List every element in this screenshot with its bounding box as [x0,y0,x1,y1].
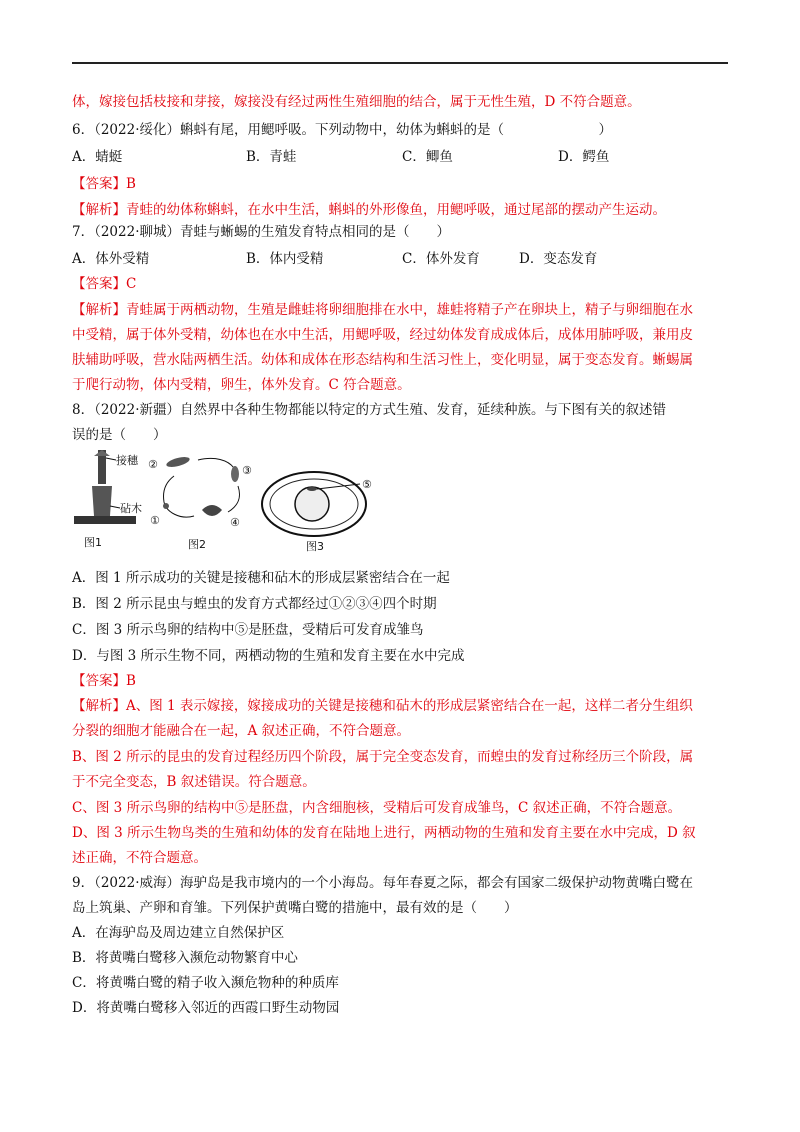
q6-explanation: 【解析】青蛙的幼体称蝌蚪，在水中生活，蝌蚪的外形像鱼，用鳃呼吸，通过尾部的摆动产生运动。 [72,202,666,218]
q7-explanation-3: 肤辅助呼吸，营水陆两栖生活。幼体和成体在形态结构和生活习性上，变化明显，属于变态发育。蜥蜴属 [72,352,693,368]
q9-option-a: A．在海驴岛及周边建立自然保护区 [72,925,285,941]
question-8-line-2: 误的是（ ） [72,427,167,443]
bird-egg-figure [262,472,372,553]
grafting-figure [74,450,142,549]
stage-4-label: ④ [230,516,240,529]
q6-option-b: B．青蛙 [246,149,297,165]
q6-option-a: A．蜻蜓 [72,149,123,165]
figure-1-caption: 图1 [84,536,102,549]
question-8-figure [70,446,390,562]
q8-explanation-6: D、图 3 所示生物鸟类的生殖和幼体的发育在陆地上进行，两栖动物的生殖和发育主要在水中完成，D 叙 [72,825,696,841]
q8-option-d: D．与图 3 所示生物不同，两栖动物的生殖和发育主要在水中完成 [72,648,465,664]
q8-option-c: C．图 3 所示鸟卵的结构中⑤是胚盘，受精后可发育成雏鸟 [72,622,424,638]
question-9-line-2: 岛上筑巢、产卵和育雏。下列保护黄嘴白鹭的措施中，最有效的是（ ） [72,900,518,916]
q8-answer: 【答案】B [72,673,136,689]
q8-explanation-3: B、图 2 所示的昆虫的发育过程经历四个阶段，属于完全变态发育，而蝗虫的发育过称经历三个阶段，属 [72,749,694,765]
q8-option-a: A．图 1 所示成功的关键是接穗和砧木的形成层紧密结合在一起 [72,570,450,586]
question-7: 7．（2022·聊城）青蛙与蜥蜴的生殖发育特点相同的是（ ） [72,224,450,240]
q7-answer: 【答案】C [72,276,137,292]
stage-2-label: ② [148,458,158,471]
q8-explanation-2: 分裂的细胞才能融合在一起，A 叙述正确，不符合题意。 [72,723,411,739]
q7-option-d: D．变态发育 [519,251,598,267]
q7-option-c: C．体外发育 [402,251,480,267]
question-8-line-1: 8．（2022·新疆）自然界中各种生物都能以特定的方式生殖、发育，延续种族。与下图有关的叙述错 [72,402,666,418]
q7-option-b: B．体内受精 [246,251,324,267]
q6-option-d: D．鳄鱼 [558,149,610,165]
q7-explanation-4: 于爬行动物，体内受精，卵生，体外发育。C 符合题意。 [72,377,411,393]
stock-label: 砧木 [120,502,142,515]
stage-1-label: ① [150,514,160,527]
q8-explanation-7: 述正确，不符合题意。 [72,850,207,866]
q7-explanation-2: 中受精，属于体外受精，幼体也在水中生活，用鳃呼吸，经过幼体发育成成体后，成体用肺呼吸，兼用皮 [72,327,693,343]
header-rule [72,62,728,64]
figure-3-caption: 图3 [306,540,324,553]
question-9-line-1: 9．（2022·威海）海驴岛是我市境内的一个小海岛。每年春夏之际，都会有国家二级保护动物黄嘴白鹭在 [72,875,693,891]
q6-answer: 【答案】B [72,176,136,192]
q7-explanation-1: 【解析】青蛙属于两栖动物，生殖是雌蛙将卵细胞排在水中，雄蛙将精子产在卵块上，精子与卵细胞在水 [72,302,693,318]
figure-2-caption: 图2 [188,538,206,551]
q8-explanation-5: C、图 3 所示鸟卵的结构中⑤是胚盘，内含细胞核，受精后可发育成雏鸟，C 叙述正确，不符合题意。 [72,800,682,816]
q7-option-a: A．体外受精 [72,251,150,267]
metamorphosis-figure [148,455,252,551]
scion-label: 接穗 [116,454,138,467]
q8-explanation-1: 【解析】A、图 1 表示嫁接，嫁接成功的关键是接穗和砧木的形成层紧密结合在一起，这样二者分生组织 [72,698,693,714]
q9-option-b: B．将黄嘴白鹭移入濒危动物繁育中心 [72,950,298,966]
q6-option-c: C．鲫鱼 [402,149,453,165]
q9-option-c: C．将黄嘴白鹭的精子收入濒危物种的种质库 [72,975,339,991]
q9-option-d: D．将黄嘴白鹭移入邻近的西霞口野生动物园 [72,1000,340,1016]
question-6: 6．（2022·绥化）蝌蚪有尾，用鳃呼吸。下列动物中，幼体为蝌蚪的是（ ） [72,122,612,138]
q8-option-b: B．图 2 所示昆虫与蝗虫的发育方式都经过①②③④四个时期 [72,596,437,612]
explanation-line: 体，嫁接包括枝接和芽接，嫁接没有经过两性生殖细胞的结合，属于无性生殖，D 不符合题意。 [72,94,641,110]
egg-part-5-label: ⑤ [362,478,372,491]
stage-3-label: ③ [242,464,252,477]
q8-explanation-4: 于不完全变态，B 叙述错误。符合题意。 [72,774,316,790]
